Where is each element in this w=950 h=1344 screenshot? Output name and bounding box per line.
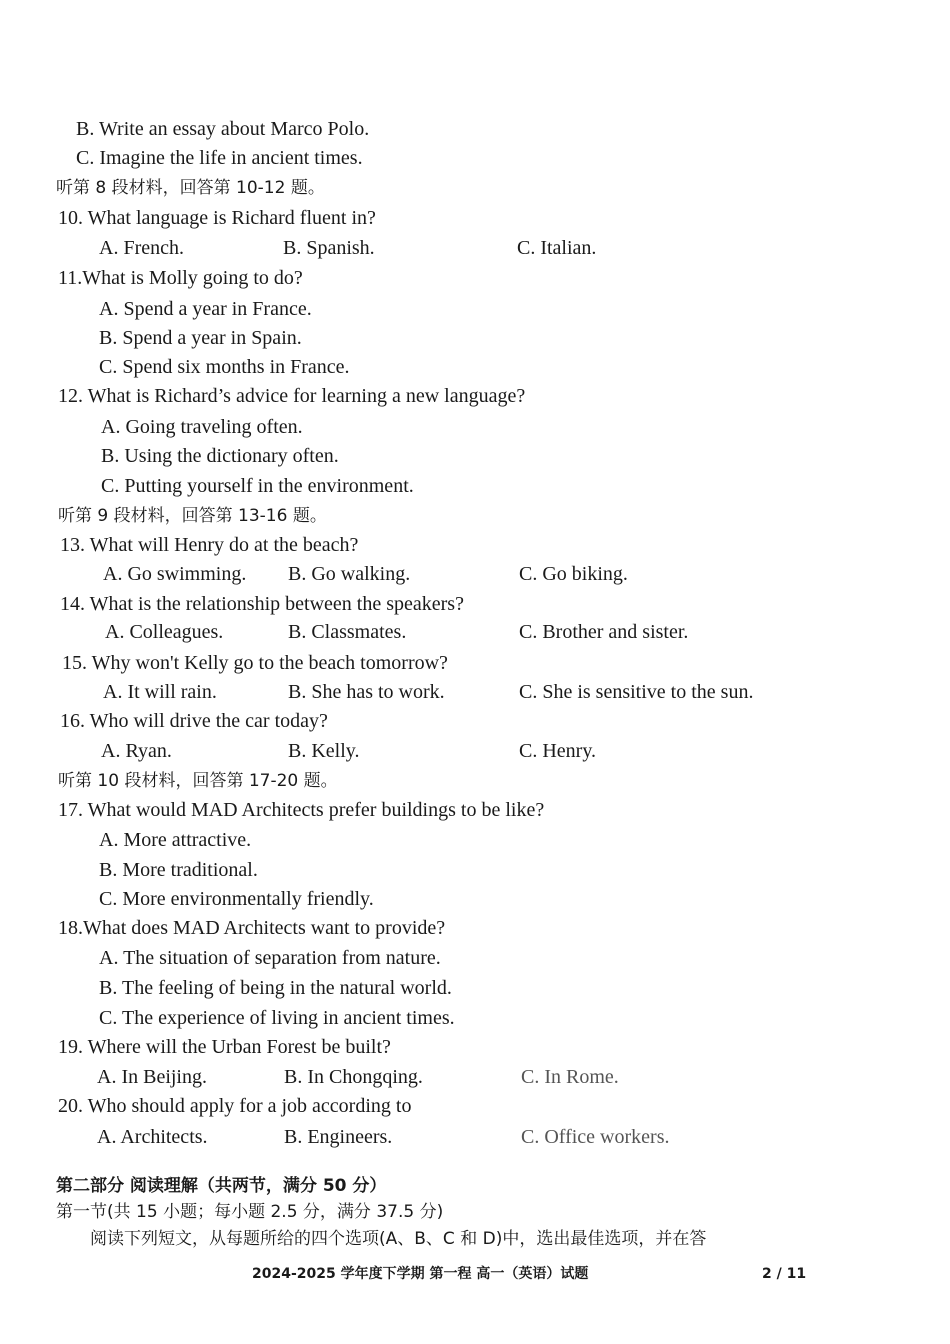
q13-option-a: A. Go swimming. [103,563,247,585]
q14-option-b: B. Classmates. [288,621,407,643]
q17-option-a: A. More attractive. [99,829,252,851]
question-11: 11.What is Molly going to do? [58,267,303,289]
q10-option-a: A. French. [99,237,184,259]
q20-option-c: C. Office workers. [521,1126,670,1148]
q19-option-c: C. In Rome. [521,1066,619,1088]
q11-option-b: B. Spend a year in Spain. [99,327,302,349]
question-15: 15. Why won't Kelly go to the beach tomorrow? [62,652,448,674]
q16-option-c: C. Henry. [519,740,597,762]
part2-section1: 第一节(共 15 小题；每小题 2.5 分，满分 37.5 分) [56,1202,444,1222]
q15-option-a: A. It will rain. [103,681,217,703]
q13-option-c: C. Go biking. [519,563,628,585]
q10-option-c: C. Italian. [517,237,597,259]
footer-title: 2024-2025 学年度下学期 第一程 高一（英语）试题 [252,1266,589,1282]
instruction-section-9: 听第 9 段材料，回答第 13-16 题。 [58,506,327,526]
q19-option-a: A. In Beijing. [97,1066,207,1088]
q16-option-b: B. Kelly. [288,740,360,762]
question-18: 18.What does MAD Architects want to provide? [58,917,446,939]
question-20: 20. Who should apply for a job according to [58,1095,412,1117]
q18-option-a: A. The situation of separation from nature. [99,947,441,969]
q20-option-b: B. Engineers. [284,1126,393,1148]
question-14: 14. What is the relationship between the speakers? [60,593,464,615]
q20-option-a: A. Architects. [97,1126,208,1148]
question-13: 13. What will Henry do at the beach? [60,534,359,556]
instruction-section-10: 听第 10 段材料，回答第 17-20 题。 [58,771,338,791]
question-16: 16. Who will drive the car today? [60,710,328,732]
q12-option-b: B. Using the dictionary often. [101,445,339,467]
q15-option-b: B. She has to work. [288,681,445,703]
part2-instruction: 阅读下列短文，从每题所给的四个选项(A、B、C 和 D)中，选出最佳选项，并在答 [90,1229,707,1249]
question-12: 12. What is Richard’s advice for learning a new language? [58,385,526,407]
question-17: 17. What would MAD Architects prefer buildings to be like? [58,799,545,821]
question-10: 10. What language is Richard fluent in? [58,207,376,229]
q14-option-a: A. Colleagues. [105,621,224,643]
q14-option-c: C. Brother and sister. [519,621,689,643]
q16-option-a: A. Ryan. [101,740,172,762]
q18-option-c: C. The experience of living in ancient times. [99,1007,455,1029]
prev-option-c: C. Imagine the life in ancient times. [76,147,363,169]
q13-option-b: B. Go walking. [288,563,411,585]
prev-option-b: B. Write an essay about Marco Polo. [76,118,370,140]
q11-option-c: C. Spend six months in France. [99,356,350,378]
q12-option-c: C. Putting yourself in the environment. [101,475,414,497]
q17-option-b: B. More traditional. [99,859,258,881]
q17-option-c: C. More environmentally friendly. [99,888,374,910]
q15-option-c: C. She is sensitive to the sun. [519,681,754,703]
instruction-section-8: 听第 8 段材料，回答第 10-12 题。 [56,178,325,198]
q19-option-b: B. In Chongqing. [284,1066,423,1088]
q18-option-b: B. The feeling of being in the natural world. [99,977,452,999]
page-number: 2 / 11 [762,1266,807,1282]
part2-title: 第二部分 阅读理解（共两节，满分 50 分） [56,1176,387,1196]
q12-option-a: A. Going traveling often. [101,416,303,438]
question-19: 19. Where will the Urban Forest be built? [58,1036,391,1058]
q10-option-b: B. Spanish. [283,237,375,259]
q11-option-a: A. Spend a year in France. [99,298,312,320]
